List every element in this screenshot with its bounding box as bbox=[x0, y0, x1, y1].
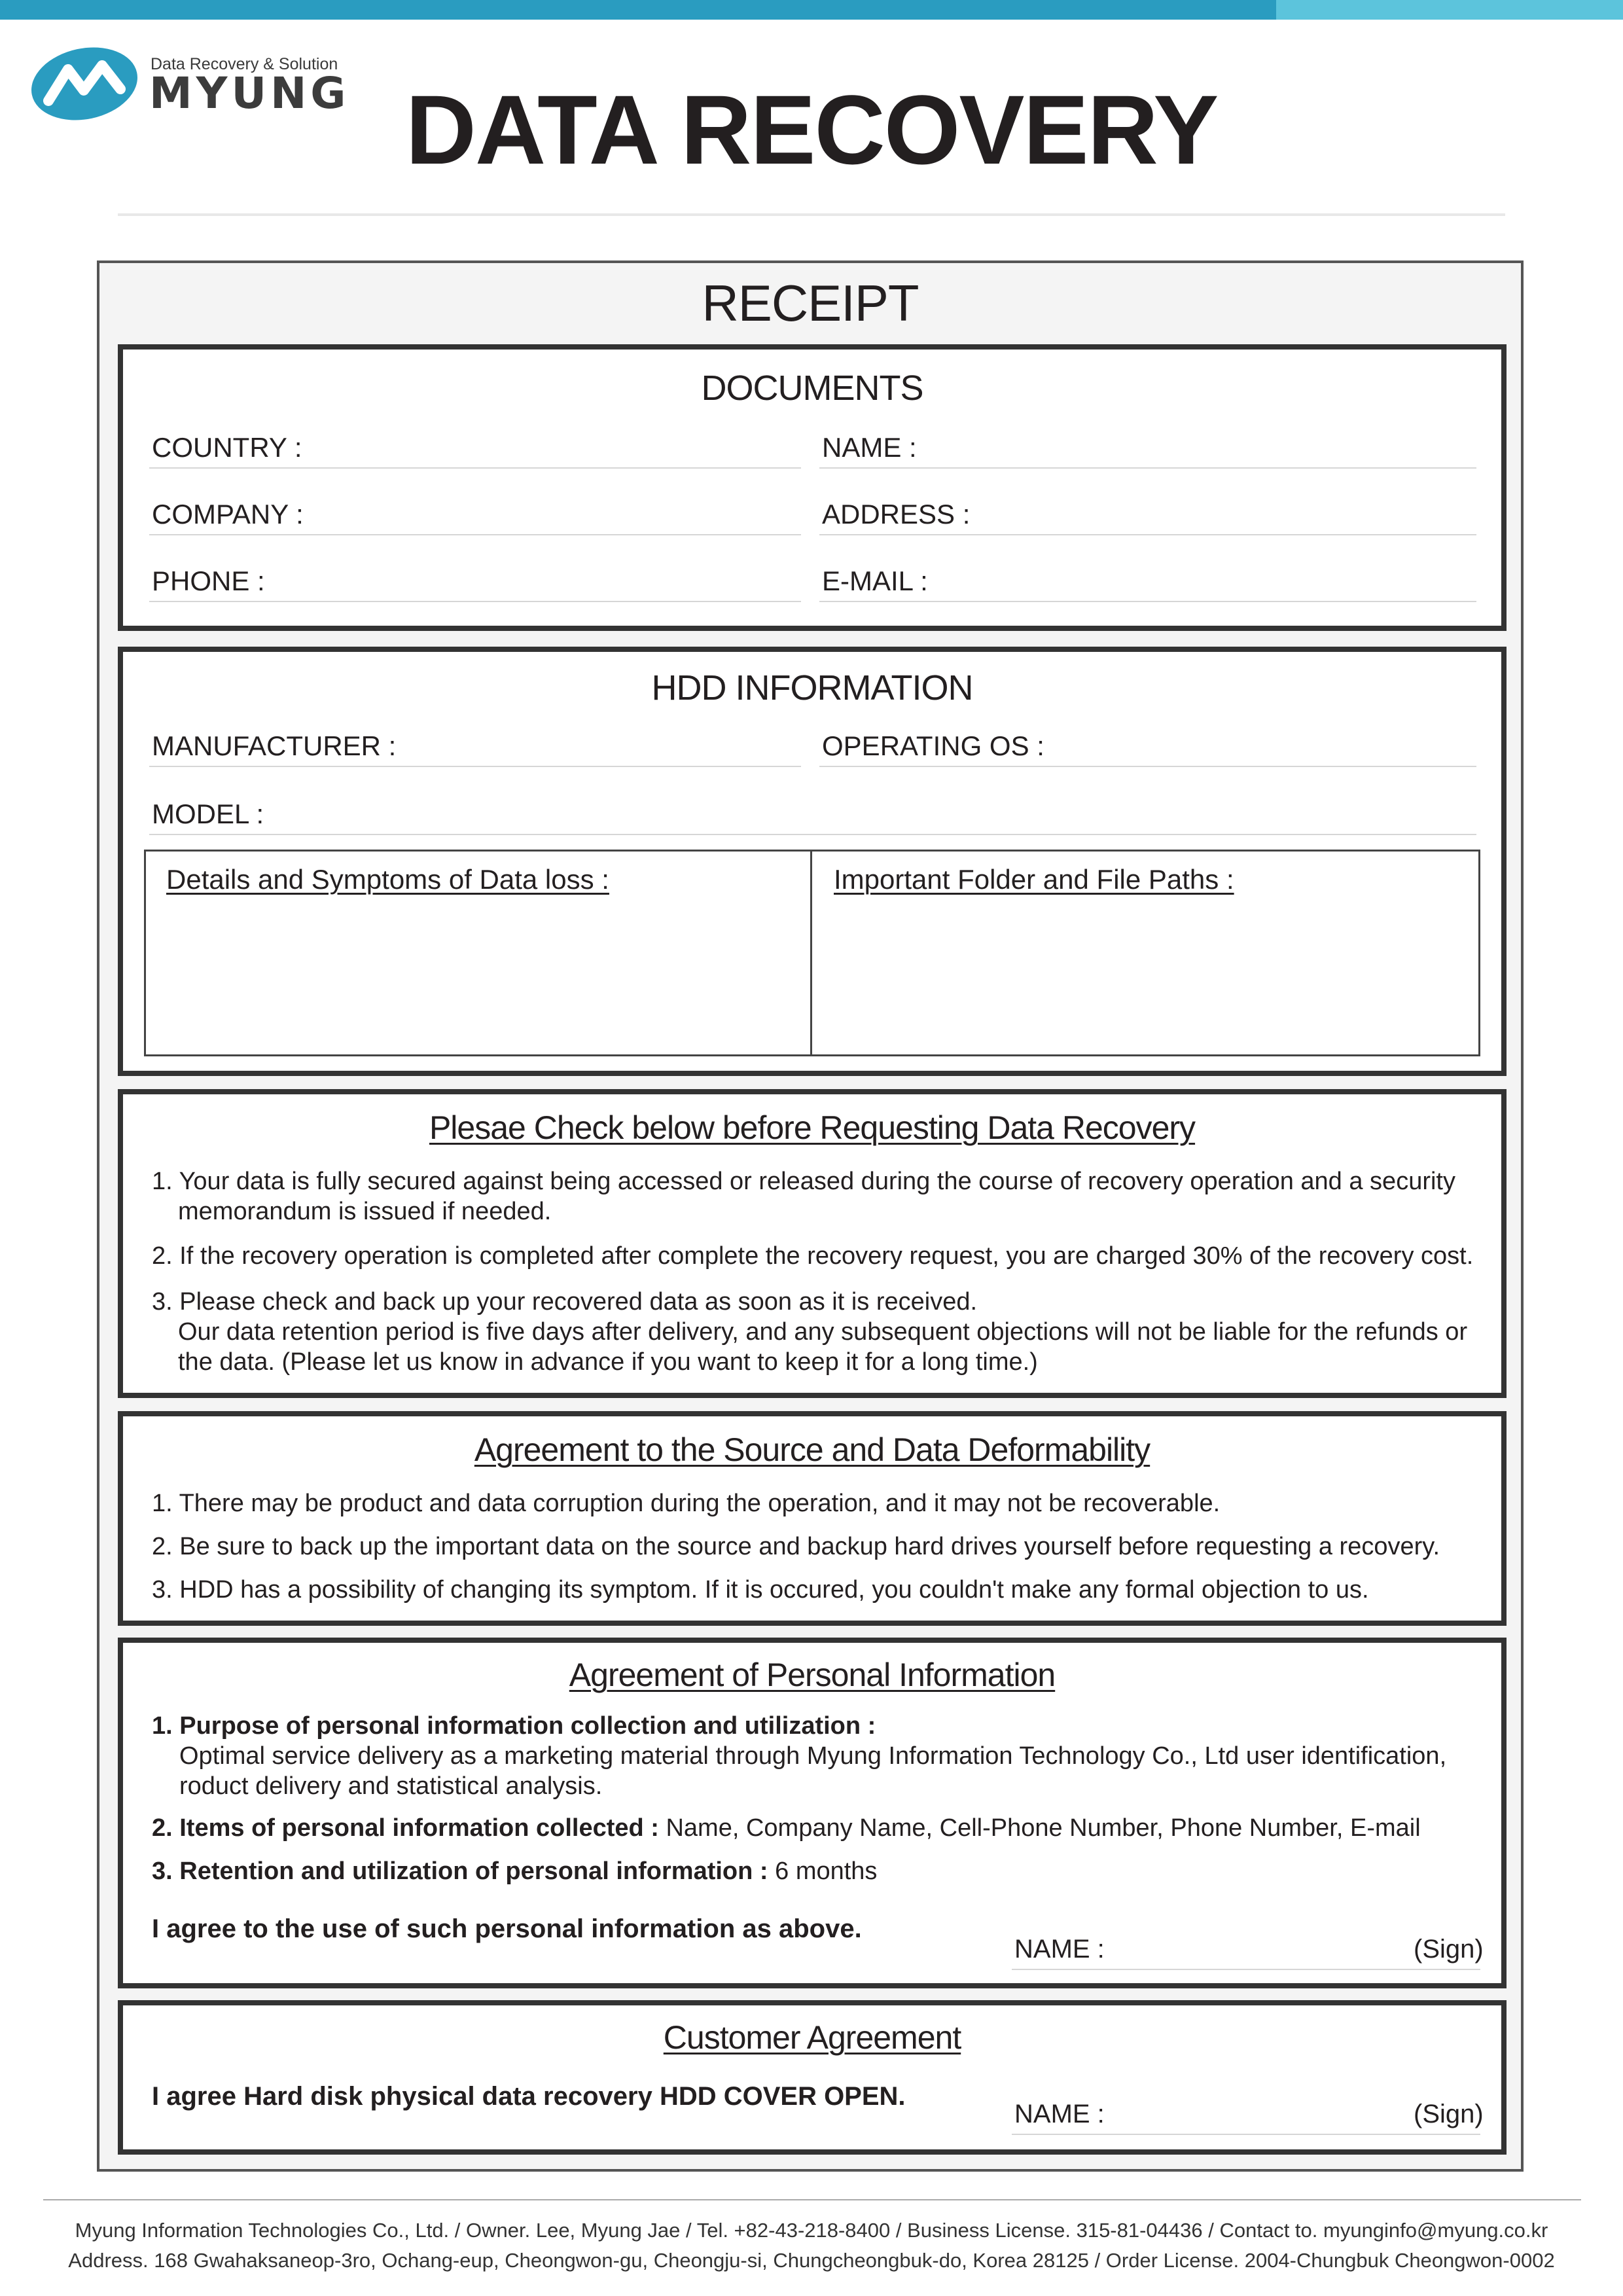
address-label: ADDRESS : bbox=[822, 499, 971, 529]
personal-item-2-value: Name, Company Name, Cell-Phone Number, Phone Number, E-mail bbox=[666, 1814, 1421, 1842]
check-item-3-cont2: the data. (Please let us know in advance if you want to keep it for a long time.) bbox=[178, 1348, 1038, 1376]
receipt-title: RECEIPT bbox=[702, 274, 919, 332]
details-symptoms-label: Details and Symptoms of Data loss : bbox=[166, 864, 609, 895]
name-label: NAME : bbox=[822, 432, 917, 463]
check-item-2: 2. If the recovery operation is completed after complete the recovery request, you are charged 30% of the recovery cost. bbox=[152, 1242, 1474, 1270]
top-accent-bar-light bbox=[1276, 0, 1623, 20]
company-label: COMPANY : bbox=[152, 499, 304, 529]
title-divider bbox=[118, 213, 1505, 216]
top-accent-bar bbox=[0, 0, 1276, 20]
check-item-1-cont: memorandum is issued if needed. bbox=[178, 1198, 552, 1225]
customer-sign-label: (Sign) bbox=[1414, 2100, 1484, 2128]
personal-item-1-text: Optimal service delivery as a marketing material through Myung Information Technology Co., Ltd user identification, bbox=[179, 1742, 1447, 1770]
personal-title: Agreement of Personal Information bbox=[569, 1657, 1056, 1693]
personal-item-1-label: 1. Purpose of personal information collection and utilization : bbox=[152, 1712, 876, 1740]
check-item-3-cont: Our data retention period is five days after delivery, and any subsequent objections will not be liable for the refunds or bbox=[178, 1318, 1468, 1346]
details-symptoms-field[interactable] bbox=[149, 906, 805, 1051]
page-title: DATA RECOVERY bbox=[405, 75, 1218, 185]
customer-name-label: NAME : bbox=[1014, 2100, 1105, 2128]
phone-field[interactable] bbox=[149, 601, 801, 602]
manufacturer-label: MANUFACTURER : bbox=[152, 730, 397, 761]
name-field[interactable] bbox=[819, 467, 1476, 469]
customer-title: Customer Agreement bbox=[663, 2019, 961, 2056]
check-title: Plesae Check below before Requesting Data Recovery bbox=[429, 1109, 1196, 1146]
footer-company-info: Myung Information Technologies Co., Ltd. / Owner. Lee, Myung Jae / Tel. +82-43-218-8400 / Business License. 315-81-04436 / Contact to. myunginfo@myung.co.kr bbox=[75, 2219, 1548, 2242]
customer-agree-statement: I agree Hard disk physical data recovery HDD COVER OPEN. bbox=[152, 2082, 906, 2111]
customer-sign-field[interactable] bbox=[1012, 2134, 1480, 2135]
personal-sign-field[interactable] bbox=[1012, 1969, 1480, 1970]
folder-paths-field[interactable] bbox=[817, 906, 1475, 1051]
personal-item-1-text-cont: roduct delivery and statistical analysis. bbox=[179, 1772, 603, 1800]
source-item-2: 2. Be sure to back up the important data on the source and backup hard drives yourself before requesting a recovery. bbox=[152, 1533, 1440, 1560]
manufacturer-field[interactable] bbox=[149, 766, 801, 767]
address-field[interactable] bbox=[819, 534, 1476, 535]
operating-os-field[interactable] bbox=[819, 766, 1476, 767]
company-field[interactable] bbox=[149, 534, 801, 535]
model-field[interactable] bbox=[149, 834, 1476, 835]
personal-item-2 bbox=[152, 1813, 1421, 1843]
source-item-3: 3. HDD has a possibility of changing its symptom. If it is occured, you couldn't make any formal objection to us. bbox=[152, 1576, 1369, 1604]
phone-label: PHONE : bbox=[152, 565, 265, 596]
hdd-title: HDD INFORMATION bbox=[651, 668, 973, 708]
email-field[interactable] bbox=[819, 601, 1476, 602]
model-label: MODEL : bbox=[152, 798, 264, 829]
check-item-1: 1. Your data is fully secured against being accessed or released during the course of recovery operation and a security bbox=[152, 1168, 1455, 1195]
country-field[interactable] bbox=[149, 467, 801, 469]
operating-os-label: OPERATING OS : bbox=[822, 730, 1044, 761]
logo-tagline: Data Recovery & Solution bbox=[151, 55, 338, 73]
personal-item-3 bbox=[152, 1856, 877, 1886]
folder-paths-label: Important Folder and File Paths : bbox=[834, 864, 1234, 895]
personal-item-3-label: 3. Retention and utilization of personal information : bbox=[152, 1857, 768, 1885]
documents-title: DOCUMENTS bbox=[701, 368, 923, 408]
personal-item-2-label: 2. Items of personal information collected : bbox=[152, 1814, 659, 1842]
brand-name: MYUNG bbox=[149, 68, 350, 118]
personal-agree-statement: I agree to the use of such personal information as above. bbox=[152, 1914, 862, 1943]
source-title: Agreement to the Source and Data Deformability bbox=[474, 1431, 1150, 1468]
check-item-3: 3. Please check and back up your recovered data as soon as it is received. bbox=[152, 1288, 978, 1316]
footer-address: Address. 168 Gwahaksaneop-3ro, Ochang-eup, Cheongwon-gu, Cheongju-si, Chungcheongbuk-do, Korea 28125 / Order License. 2004-Chungbuk Cheongwon-0002 bbox=[68, 2249, 1555, 2272]
country-label: COUNTRY : bbox=[152, 432, 302, 463]
hdd-details-divider bbox=[810, 850, 812, 1056]
personal-name-label: NAME : bbox=[1014, 1935, 1105, 1964]
footer-divider bbox=[43, 2199, 1581, 2200]
source-item-1: 1. There may be product and data corruption during the operation, and it may not be recoverable. bbox=[152, 1490, 1221, 1517]
personal-sign-label: (Sign) bbox=[1414, 1935, 1484, 1964]
personal-item-3-value: 6 months bbox=[775, 1857, 878, 1885]
email-label: E-MAIL : bbox=[822, 565, 928, 596]
